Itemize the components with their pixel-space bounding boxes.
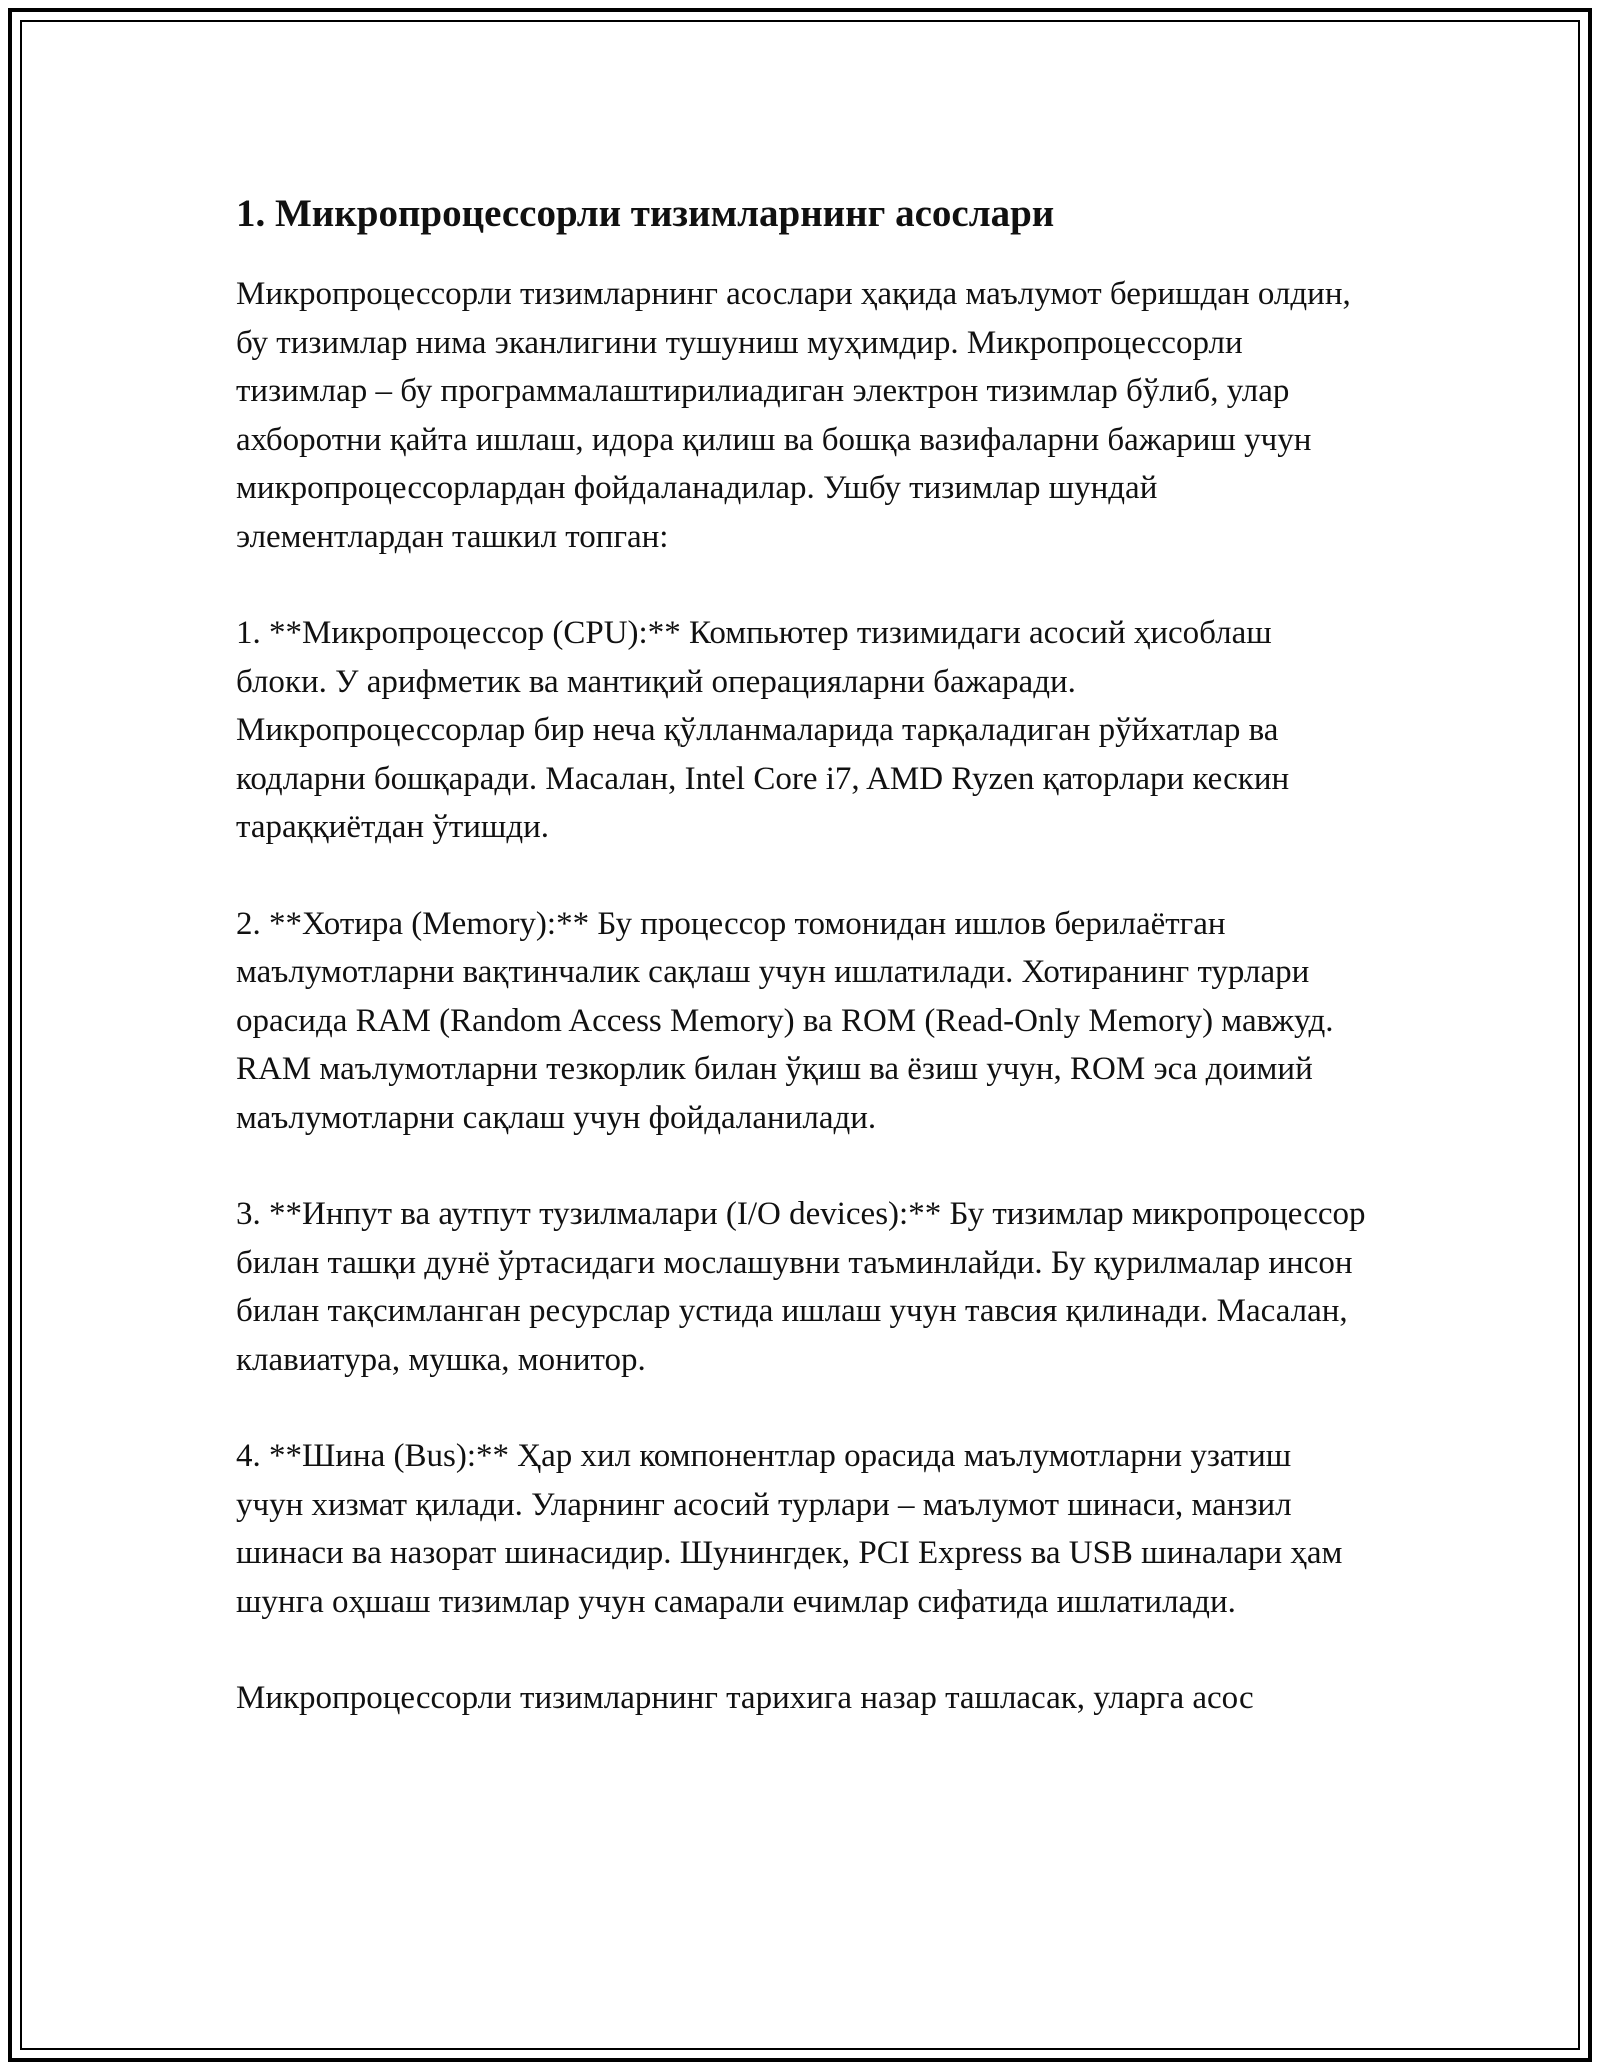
paragraph-intro: Микропроцессорли тизимларнинг асослари ҳақида маълумот беришдан олдин, бу тизимлар нима эканлигини тушуниш муҳимдир. Микропроцессорли тизимлар – бу программалаштирилиадиган электрон тизимлар бўлиб, улар ахборотни қайта ишлаш, идора қилиш ва бошқа вазифаларни бажариш учун микропроцессорлардан фойдаланадилар. Ушбу тизимлар шундай элементлардан ташкил топган: bbox=[236, 276, 1351, 555]
document-body bbox=[236, 186, 1366, 1723]
paragraph-cpu: 1. **Микропроцессор (CPU):** Компьютер тизимидаги асосий ҳисоблаш блоки. У арифметик ва мантиқий операцияларни бажаради. Микропроцессорлар бир неча қўлланмаларида тарқаладиган рўйхатлар ва кодларни бошқаради. Масалан, Intel Core i7, AMD Ryzen қаторлари кескин тараққиётдан ўтишди. bbox=[236, 615, 1290, 845]
paragraph-bus: 4. **Шина (Bus):** Ҳар хил компонентлар орасида маълумотларни узатиш учун хизмат қилади. Уларнинг асосий турлари – маълумот шинаси, манзил шинаси ва назорат шинасидир. Шунингдек, PCI Express ва USB шиналари ҳам шунга оҳшаш тизимлар учун самарали ечимлар сифатида ишлатилади. bbox=[236, 1438, 1343, 1620]
paragraph-memory: 2. **Хотира (Memory):** Бу процессор томонидан ишлов берилаётган маълумотларни вақтинчалик сақлаш учун ишлатилади. Хотиранинг турлари орасида RAM (Random Access Memory) ва ROM (Read-Only Memory) мавжуд. RAM маълумотларни тезкорлик билан ўқиш ва ёзиш учун, ROM эса доимий маълумотларни сақлаш учун фойдаланилади. bbox=[236, 905, 1334, 1136]
paragraph-history: Микропроцессорли тизимларнинг тарихига назар ташласак, уларга асос bbox=[236, 1680, 1254, 1716]
document-title: 1. Микропроцессорли тизимларнинг асослари bbox=[236, 192, 1055, 235]
paragraph-io-devices: 3. **Инпут ва аутпут тузилмалари (I/O devices):** Бу тизимлар микропроцессор билан ташқи дунё ўртасидаги мослашувни таъминлайди. Бу қурилмалар инсон билан тақсимланган ресурслар устида ишлаш учун тавсия қилинади. Масалан, клавиатура, мушка, монитор. bbox=[236, 1196, 1366, 1378]
